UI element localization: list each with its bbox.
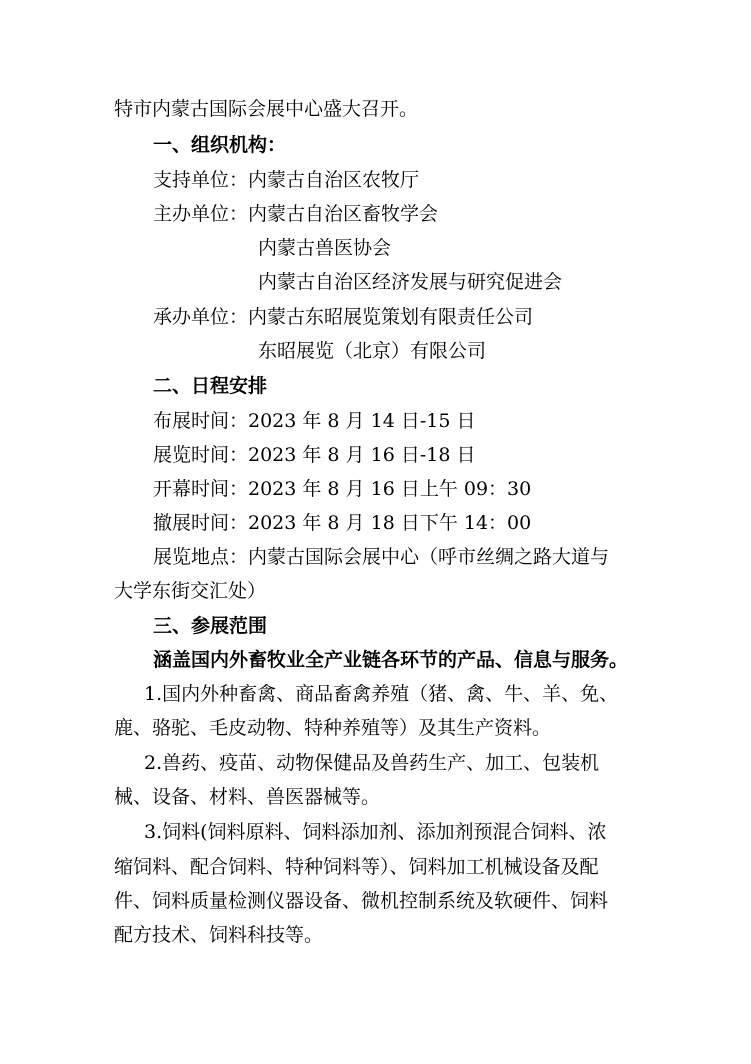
venue-line-1: 展览地点：内蒙古国际会展中心（呼市丝绸之路大道与 [153,546,610,568]
item2-line-1: 2.兽药、疫苗、动物保健品及兽药生产、加工、包装机 [144,752,600,774]
organizer-unit-value-1: 内蒙古东昭展览策划有限责任公司 [248,306,534,328]
item1-line-1: 1.国内外种畜禽、商品畜禽养殖（猪、禽、牛、羊、免、 [144,683,619,705]
organizer-unit-label: 承办单位： [153,306,249,328]
organizer-unit-value-2: 东昭展览（北京）有限公司 [258,340,487,362]
venue-line-2: 大学东街交汇处） [114,580,267,602]
host-unit-value-2: 内蒙古兽医协会 [258,237,392,259]
section3-heading: 三、参展范围 [153,615,268,637]
host-unit-value-1: 内蒙古自治区畜牧学会 [248,203,439,225]
support-unit-value: 内蒙古自治区农牧厅 [248,169,420,191]
section3-summary: 涵盖国内外畜牧业全产业链各环节的产品、信息与服务。 [153,649,629,671]
item2-line-2: 械、设备、材料、兽医器械等。 [114,786,381,808]
section2-heading: 二、日程安排 [153,375,268,397]
host-unit-line [153,202,438,226]
item3-line-4: 配方技术、饲料科技等。 [114,924,324,946]
support-unit-line [153,168,419,192]
opening-time-line: 开幕时间：2023 年 8 月 16 日上午 09：30 [153,478,532,500]
host-unit-value-3: 内蒙古自治区经济发展与研究促进会 [258,271,563,293]
exhibition-time-line: 展览时间：2023 年 8 月 16 日-18 日 [153,444,476,466]
item3-line-3: 件、饲料质量检测仪器设备、微机控制系统及软硬件、饲料 [114,890,609,912]
item1-line-2: 鹿、骆驼、毛皮动物、特种养殖等）及其生产资料。 [114,717,552,739]
organizer-unit-line [153,305,533,329]
item3-line-2: 缩饲料、配合饲料、特种饲料等）、饲料加工机械设备及配 [114,856,599,878]
teardown-time-line: 撤展时间：2023 年 8 月 18 日下午 14：00 [153,512,532,534]
host-unit-label: 主办单位： [153,203,249,225]
setup-time-line: 布展时间：2023 年 8 月 14 日-15 日 [153,410,476,432]
support-unit-label: 支持单位： [153,169,249,191]
intro-tail-text: 特市内蒙古国际会展中心盛大召开。 [114,98,419,120]
section1-heading: 一、组织机构： [153,134,287,156]
item3-line-1: 3.饲料(饲料原料、饲料添加剂、添加剂预混合饲料、浓 [144,821,607,843]
